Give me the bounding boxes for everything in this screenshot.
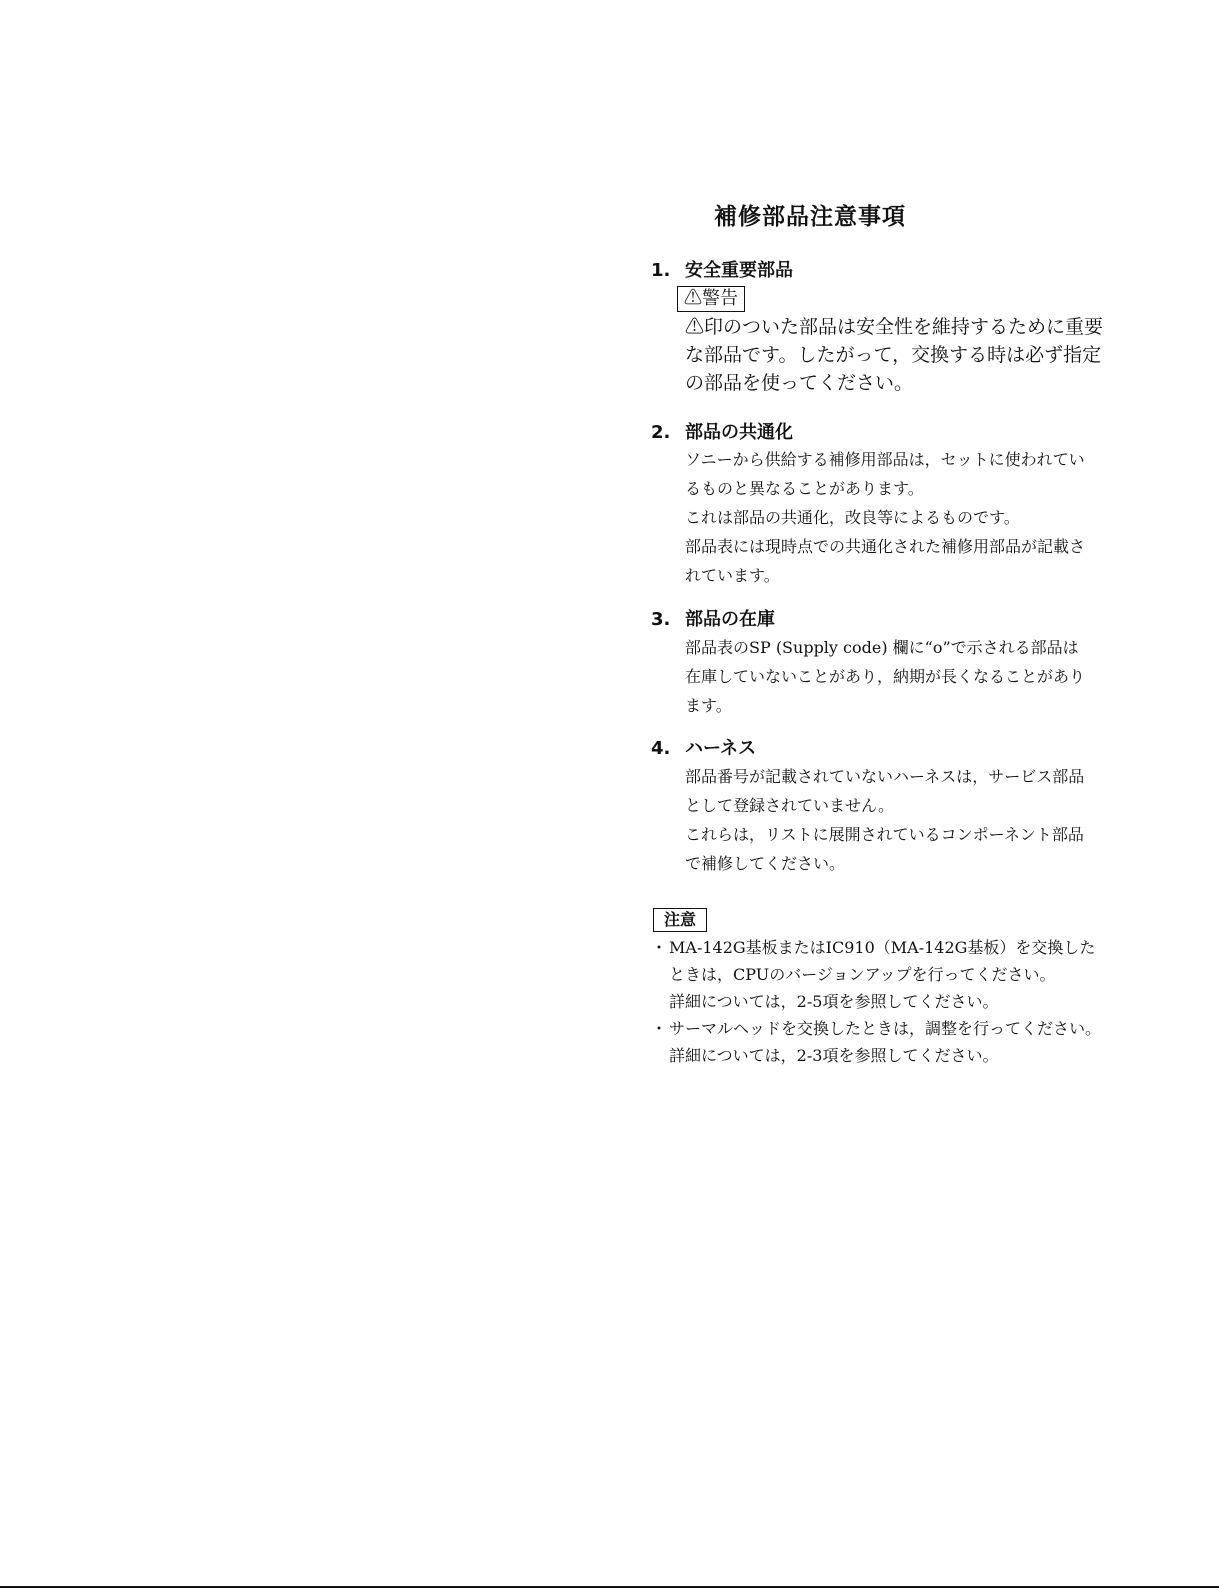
body-line: ソニーから供給する補修用部品は，セットに使われてい (685, 450, 1085, 469)
page-bottom-rule (0, 1586, 1219, 1588)
warning-label: ⚠警告 (677, 286, 745, 312)
body-line: 部品表には現時点での共通化された補修用部品が記載さ (685, 537, 1086, 556)
section-2-body (685, 445, 1135, 590)
section-title: 部品の在庫 (685, 609, 775, 630)
section-3-heading (651, 605, 775, 631)
note-label: 注意 (653, 908, 707, 932)
note-line: ときは，CPUのバージョンアップを行ってください。 (669, 965, 1056, 984)
section-title: ハーネス (685, 738, 757, 759)
section-4-heading (651, 734, 756, 760)
body-line: ⚠印のついた部品は安全性を維持するために重要 (685, 316, 1104, 338)
section-title: 部品の共通化 (685, 422, 793, 443)
page-title: 補修部品注意事項 (714, 204, 906, 230)
section-1-body (685, 313, 1103, 397)
note-item (651, 934, 1101, 1015)
body-line: 部品番号が記載されていないハーネスは，サービス部品 (685, 767, 1085, 786)
body-line: ます。 (685, 696, 732, 715)
section-number: 4. (651, 738, 671, 759)
section-3-body (685, 633, 1135, 720)
note-line: MA-142G基板またはIC910（MA-142G基板）を交換した (669, 938, 1096, 957)
note-list (651, 934, 1101, 1069)
body-line: で補修してください。 (685, 854, 846, 873)
bullet: ・ (651, 938, 668, 957)
section-number: 1. (651, 260, 671, 281)
section-2-heading (651, 418, 793, 444)
body-line: 部品表のSP (Supply code) 欄に“o”で示される部品は (685, 638, 1079, 657)
body-line: として登録されていません。 (685, 796, 894, 815)
body-line: 在庫していないことがあり，納期が長くなることがあり (685, 667, 1086, 686)
body-line: これは部品の共通化，改良等によるものです。 (685, 508, 1020, 527)
section-4-body (685, 762, 1135, 878)
section-number: 3. (651, 609, 671, 630)
body-line: な部品です。したがって，交換する時は必ず指定 (685, 344, 1102, 366)
body-line: るものと異なることがあります。 (685, 479, 924, 498)
bullet: ・ (651, 1019, 668, 1038)
section-title: 安全重要部品 (685, 260, 793, 281)
section-1-heading (651, 256, 793, 282)
section-number: 2. (651, 422, 671, 443)
note-line: 詳細については，2-3項を参照してください。 (669, 1046, 999, 1065)
body-line: これらは，リストに展開されているコンポーネント部品 (685, 825, 1084, 844)
body-line: れています。 (685, 566, 780, 585)
note-item (651, 1015, 1101, 1069)
note-line: サーマルヘッドを交換したときは，調整を行ってください。 (669, 1019, 1102, 1038)
note-line: 詳細については，2-5項を参照してください。 (669, 992, 999, 1011)
body-line: の部品を使ってください。 (685, 372, 914, 394)
